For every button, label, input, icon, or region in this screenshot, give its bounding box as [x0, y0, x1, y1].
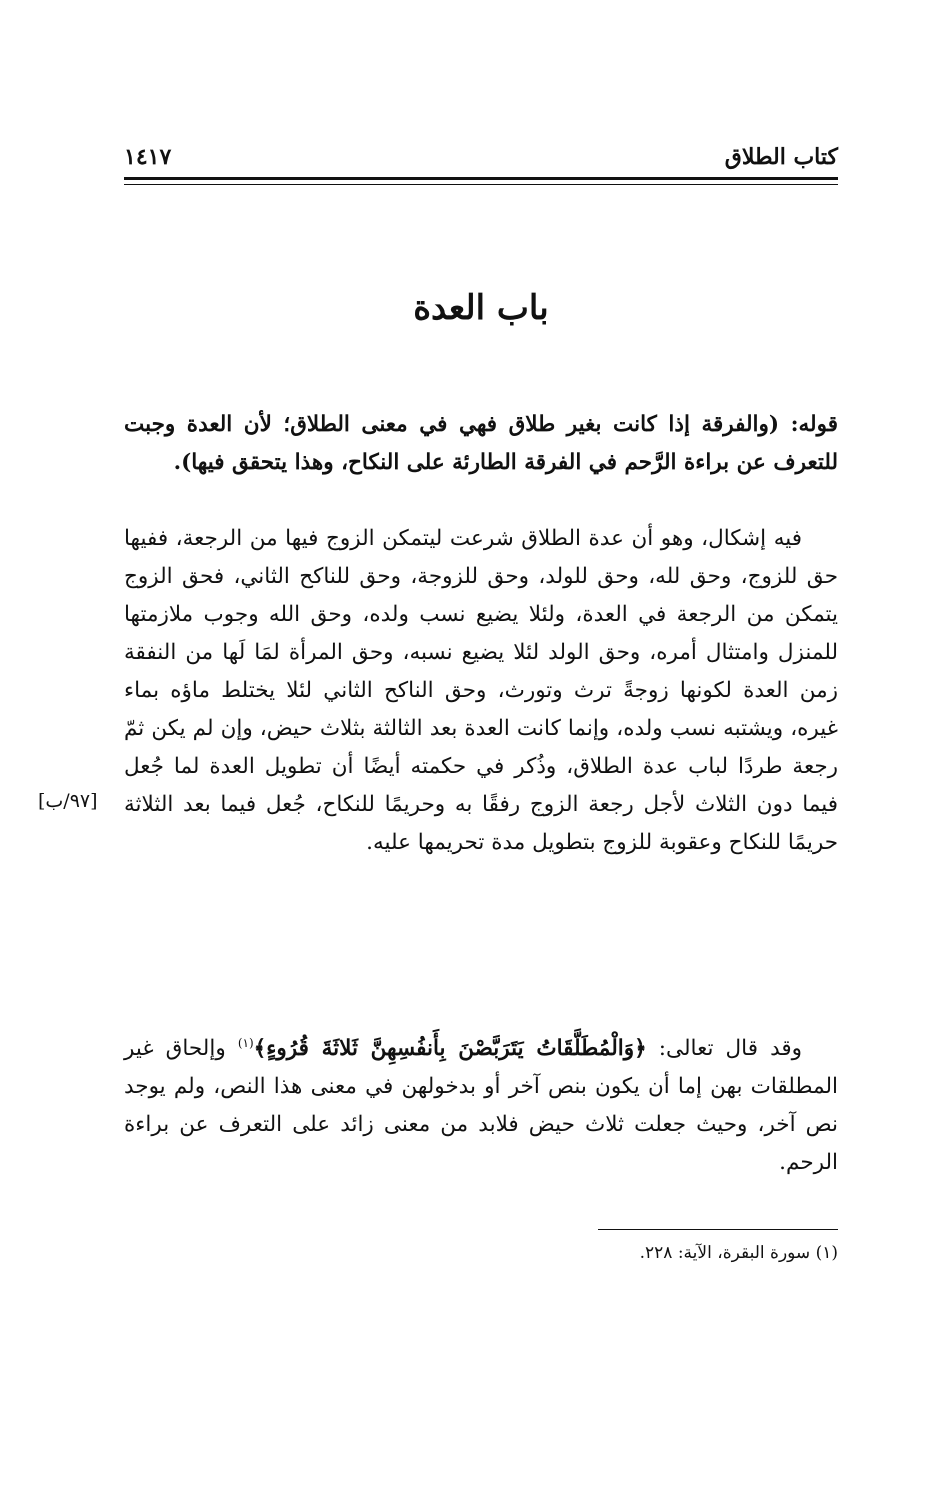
- footnote-separator: [598, 1229, 838, 1230]
- verse-lead: وقد قال تعالى:: [646, 1036, 803, 1061]
- quoted-passage: قوله: (والفرقة إذا كانت بغير طلاق فهي في معنى الطلاق؛ لأن العدة وجبت للتعرف عن براءة الرَّحم في الفرقة الطارئة على النكاح، وهذا يتحقق فيها).: [124, 412, 838, 475]
- paragraph-commentary: فيه إشكال، وهو أن عدة الطلاق شرعت ليتمكن الزوج فيها من الرجعة، ففيها حق للزوج، وحق لله، وحق للولد، وحق للزوجة، وحق للناكح الثاني، فحق الزوج يتمكن من الرجعة في العدة، ولئلا يضيع نسب ولده، وحق الله وجوب ملازمتها للمنزل وامتثال أمره، وحق الولد لئلا يضيع نسبه، وحق المرأة لمَا لَها من النفقة زمن العدة لكونها زوجةً ترث وتورث، وحق الناكح الثاني لئلا يختلط ماؤه بماء غيره، ويشتبه نسب ولده، وإنما كانت العدة بعد الثالثة بثلاث حيض، وإن لم يكن ثمّ رجعة طردًا لباب عدة الطلاق، وذُكر في حكمته أيضًا أن تطويل العدة لما جُعل فيما دون الثلاث لأجل رجعة الزوج رفقًا به وحريمًا للنكاح، جُعل فيما بعد الثلاثة حريمًا للنكاح وعقوبة للزوج بتطويل مدة تحريمها عليه.: [124, 526, 838, 855]
- verse-rest: وإلحاق غير المطلقات بهن إما أن يكون بنص آخر أو بدخولهن في معنى هذا النص، ولم يوجد نص آخر، وحيث جعلت ثلاث حيض فلابد من معنى زائد على التعرف عن براءة الرحم.: [124, 1036, 838, 1175]
- footnote-marker: (١): [237, 1035, 254, 1050]
- footnote: (١) سورة البقرة، الآية: ٢٢٨.: [639, 1243, 838, 1263]
- page-number: ١٤١٧: [124, 144, 172, 170]
- quran-verse: ﴿وَالْمُطَلَّقَاتُ يَتَرَبَّصْنَ بِأَنفُسِهِنَّ ثَلاثَةَ قُرُوءٍ﴾: [253, 1036, 647, 1061]
- paragraph-verse: [124, 1030, 838, 1182]
- header-rule-thin: [124, 184, 838, 185]
- chapter-title: باب العدة: [413, 288, 549, 328]
- margin-folio-reference: [٩٧/ب]: [38, 790, 98, 812]
- header-title: كتاب الطلاق: [724, 144, 838, 170]
- header-rule-thick: [124, 177, 838, 180]
- running-header: [124, 140, 838, 180]
